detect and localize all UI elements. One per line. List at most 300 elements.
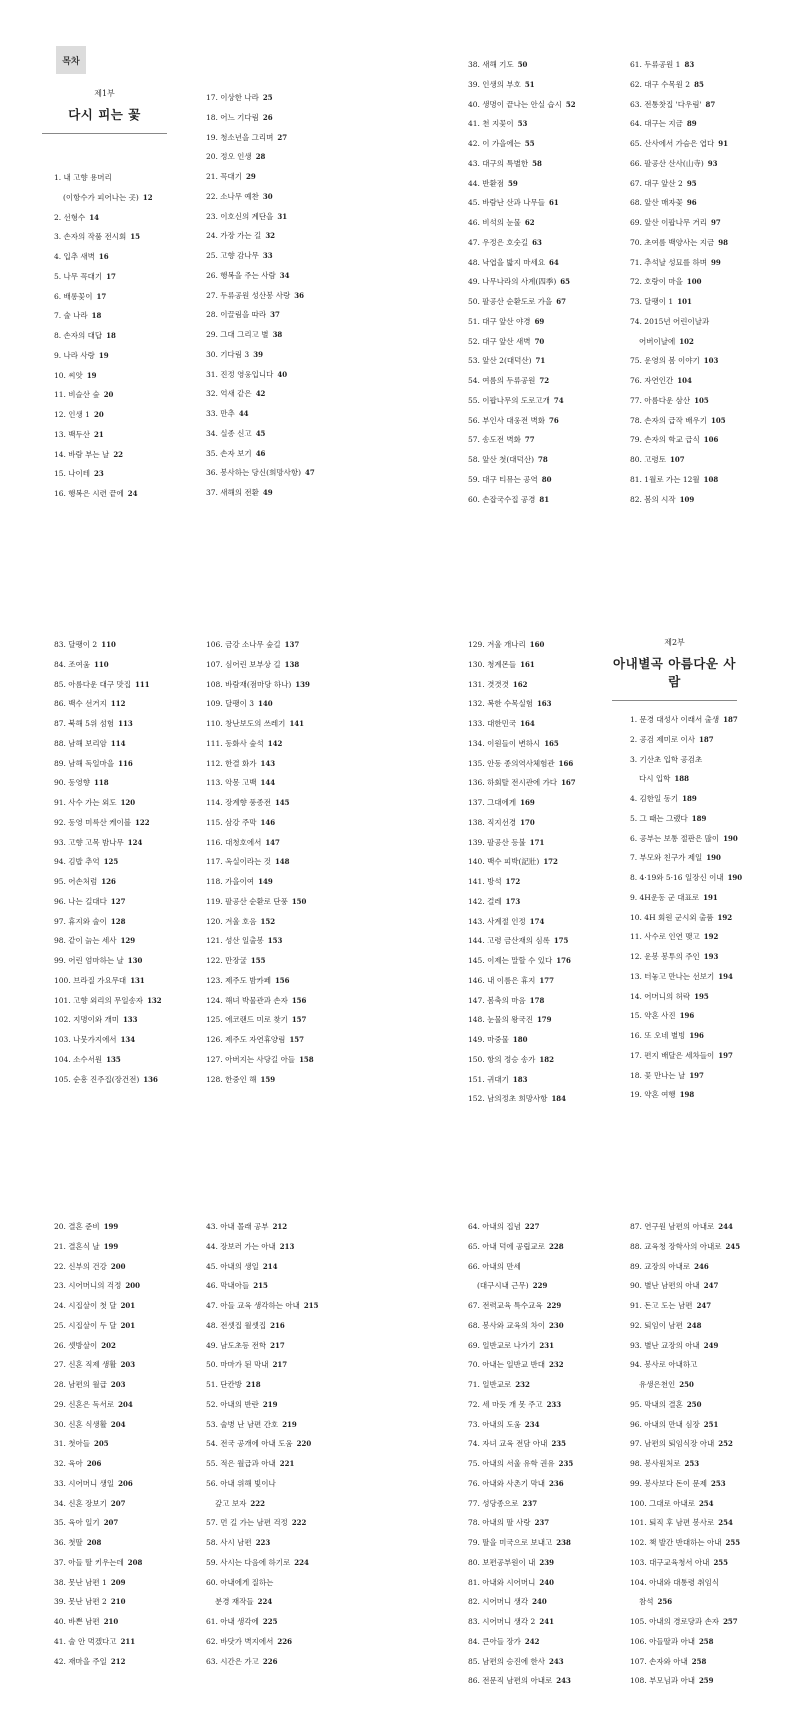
toc-page-number: 232 [549, 1360, 564, 1370]
toc-entry-title: 93. 고향 고목 밤나무 [54, 837, 124, 847]
toc-entry-title: 84. 조여움 [54, 659, 91, 669]
toc-entry-title: 68. 앞산 매자꽃 [630, 198, 683, 208]
toc-page-number: 44 [238, 409, 249, 418]
toc-entry-title: 79. 딸을 미국으로 보내고 [468, 1538, 553, 1547]
toc-page-number: 159 [260, 1074, 276, 1084]
toc-page-number: 70 [534, 336, 545, 346]
toc-page-number: 101 [677, 297, 692, 306]
part2-heading [612, 637, 737, 701]
toc-entry [630, 1066, 778, 1086]
toc-entry [630, 312, 778, 332]
toc-page-number: 93 [707, 158, 718, 168]
toc-page-number: 223 [255, 1538, 271, 1547]
toc-entry [206, 1612, 354, 1632]
toc-page-number: 77 [524, 435, 535, 445]
toc-entry-title: 143. 사계절 인정 [468, 916, 526, 926]
toc-page-number: 169 [520, 798, 535, 807]
toc-page-number: 172 [543, 857, 558, 867]
toc-page-number: 252 [718, 1439, 733, 1449]
toc-entry-title: 101. 고향 외리의 무일송자 [54, 995, 144, 1005]
toc-entry-title: 47. 우정은 호숫길 [468, 237, 529, 247]
toc-page-number: 53 [517, 119, 528, 129]
toc-entry [54, 892, 202, 912]
toc-entry [54, 754, 202, 774]
toc-entry-title: 54. 전국 공개에 아내 도움 [206, 1439, 293, 1449]
toc-entry [206, 444, 354, 464]
toc-entry [630, 213, 778, 233]
toc-page-number: 112 [110, 699, 126, 709]
toc-entry [54, 1494, 202, 1514]
toc-entry [630, 789, 778, 809]
toc-entry [468, 95, 616, 115]
toc-entry-title: 78. 아내의 딸 사랑 [468, 1518, 531, 1528]
toc-entry [630, 1395, 778, 1415]
toc-entry-title: 77. 성당종으로 [468, 1498, 519, 1508]
toc-entry [468, 971, 616, 991]
toc-entry-title: 90. 별난 남편의 아내 [630, 1281, 700, 1291]
toc-entry [54, 1070, 202, 1090]
toc-entry-title: 101. 퇴직 후 남편 봉사로 [630, 1518, 715, 1528]
toc-entry-title: 61. 두류공원 1 [630, 60, 681, 69]
toc-entry [54, 1592, 202, 1612]
toc-entry-title: 56. 아내 위해 빛이나 [206, 1478, 276, 1488]
toc-page-number: 46 [255, 448, 266, 458]
toc-entry-title: 59. 사시는 다음에 하기로 [206, 1557, 291, 1567]
toc-page-number: 152 [260, 916, 276, 926]
toc-page-number: 137 [284, 640, 300, 649]
toc-entry [630, 174, 778, 194]
toc-entry-title: 116. 대청호에서 [206, 837, 262, 847]
toc-entry-title: 104. 아내와 대통령 취임식 [630, 1577, 720, 1587]
toc-entry [54, 1573, 202, 1593]
toc-entry [468, 134, 616, 154]
toc-entry-title: 94. 봉사로 아내하고 [630, 1360, 698, 1370]
toc-entry-title: 6. 공부는 보통 절판은 많이 [630, 833, 720, 843]
toc-page-number: 217 [272, 1360, 288, 1370]
toc-page-number: 26 [262, 112, 273, 122]
part1-divider [42, 133, 167, 134]
toc-entry-title: 136. 하회탈 전시관에 가다 [468, 778, 558, 788]
toc-entry-title: 39. 인생의 부호 [468, 79, 521, 89]
toc-page-number: 171 [529, 837, 545, 847]
toc-entry [630, 134, 778, 154]
toc-page-number: 96 [686, 198, 697, 208]
toc-entry-title: 64. 아내의 집념 [468, 1222, 521, 1231]
toc-entry-title: 62. 대구 수목원 2 [630, 79, 691, 89]
toc-page-number: 124 [127, 837, 143, 847]
toc-page-number: 18 [106, 331, 116, 340]
toc-entry [54, 306, 202, 326]
toc-entry-title: 38. 새해 기도 [468, 60, 514, 69]
toc-entry [468, 734, 616, 754]
toc-entry-title: 34. 신혼 장보기 [54, 1498, 107, 1508]
toc-entry-title: 14. 어머니의 허락 [630, 991, 691, 1001]
toc-page-number: 45 [255, 428, 266, 438]
toc-entry [630, 1296, 778, 1316]
toc-entry-title: 109. 달팽이 3 [206, 699, 254, 709]
toc-entry [468, 1652, 616, 1672]
toc-entry-title: 16. 행복은 시련 끝에 [54, 489, 124, 498]
toc-entry [54, 1316, 202, 1336]
toc-entry-title: 27. 두류공원 성산봉 사랑 [206, 290, 291, 300]
toc-page-number: 125 [103, 857, 119, 867]
toc-entry-title: 115. 삼강 주막 [206, 817, 257, 827]
toc-entry-title: 49. 나무나라의 사계(四季) [468, 277, 557, 287]
toc-entry [468, 892, 616, 912]
toc-column [468, 635, 616, 1109]
toc-entry-title: 26. 행복을 주는 사람 [206, 270, 276, 280]
toc-entry-title: 60. 아내에게 질하는 [206, 1577, 274, 1587]
toc-entry [206, 793, 354, 813]
toc-entry [206, 734, 354, 754]
toc-page-number: 176 [556, 956, 571, 965]
toc-entry-title: 44. 장보러 가는 아내 [206, 1241, 276, 1251]
toc-page-number: 162 [512, 679, 528, 689]
toc-entry-title: 11. 사수로 인연 맺고 [630, 932, 700, 942]
toc-entry [630, 750, 778, 770]
toc-entry-title: 32. 억새 같은 [206, 389, 252, 399]
toc-entry [468, 833, 616, 853]
toc-entry-title: 6. 배롱꽃이 [54, 291, 93, 301]
toc-entry [206, 1296, 354, 1316]
toc-page-number: 192 [717, 912, 733, 922]
toc-entry [54, 1454, 202, 1474]
toc-entry-title: 68. 봉사와 교육의 차이 [468, 1320, 546, 1330]
toc-entry-title: 44. 반환점 [468, 178, 505, 188]
toc-entry [630, 1573, 778, 1593]
toc-entry [630, 1355, 778, 1375]
toc-page-number: 195 [694, 991, 709, 1001]
toc-entry [468, 1316, 616, 1336]
toc-page-number: 210 [110, 1597, 126, 1607]
toc-column [630, 1217, 778, 1691]
toc-entry [54, 287, 202, 307]
toc-entry [630, 233, 778, 253]
toc-entry-title: 79. 손자의 학교 급식 [630, 435, 700, 445]
toc-entry [54, 1276, 202, 1296]
toc-page-number: 114 [110, 738, 126, 748]
toc-entry-title: 57. 먼 길 가는 남편 걱정 [206, 1518, 288, 1528]
toc-page-number: 247 [703, 1281, 719, 1291]
toc-entry [468, 991, 616, 1011]
toc-entry [468, 655, 616, 675]
toc-page-number: 30 [262, 191, 273, 201]
toc-entry [630, 490, 778, 510]
toc-entry [206, 384, 354, 404]
toc-page-number: 153 [267, 936, 283, 946]
toc-entry-title: 15. 약혼 사진 [630, 1011, 676, 1021]
toc-page-number: 103 [703, 356, 719, 366]
toc-page-number: 212 [110, 1656, 126, 1666]
toc-entry-title: 82. 봄의 시작 [630, 494, 676, 504]
toc-entry [630, 114, 778, 134]
toc-entry [54, 635, 202, 655]
toc-entry-title: 86. 전문직 남편의 아내로 [468, 1676, 553, 1686]
toc-page-number: 61 [549, 198, 559, 208]
toc-entry-title: 97. 휴지와 술이 [54, 916, 107, 926]
toc-page-number: 129 [120, 936, 136, 946]
toc-entry-title: 89. 남해 독일마을 [54, 758, 115, 768]
toc-entry-title: 86. 백수 선거지 [54, 699, 107, 709]
toc-page-number: 34 [279, 270, 290, 280]
toc-page-number: 174 [529, 916, 545, 926]
toc-entry [206, 345, 354, 365]
toc-page-number: 244 [718, 1222, 733, 1231]
toc-entry [468, 635, 616, 655]
toc-entry-title: 65. 산사에서 가슴은 엽다 [630, 139, 715, 148]
toc-entry [54, 813, 202, 833]
toc-entry-title: 147. 봄축의 마음 [468, 995, 526, 1005]
toc-entry [630, 888, 778, 908]
toc-entry-title: 76. 자연인간 [630, 376, 674, 385]
toc-page-number: 222 [250, 1498, 265, 1508]
toc-page-number: 100 [686, 277, 702, 287]
toc-page-number: 194 [718, 971, 733, 981]
toc-entry [468, 1296, 616, 1316]
toc-page-number: 197 [689, 1070, 704, 1080]
toc-entry [206, 635, 354, 655]
toc-page-number: 208 [127, 1557, 143, 1567]
toc-page-number: 197 [718, 1050, 733, 1060]
toc-page-number: 28 [255, 152, 266, 162]
toc-entry-title: 8. 손자의 대답 [54, 331, 103, 340]
toc-entry-title: 96. 아내의 만내 심장 [630, 1419, 700, 1429]
toc-entry [468, 174, 616, 194]
toc-entry [54, 1296, 202, 1316]
part2-label: 제2부 [664, 638, 685, 647]
toc-page-number: 138 [284, 659, 300, 669]
toc-page-number: 20 [93, 410, 104, 419]
toc-entry [54, 734, 202, 754]
toc-entry [54, 1434, 202, 1454]
toc-page-number: 158 [299, 1054, 314, 1064]
toc-entry-title: 118. 가을이여 [206, 877, 255, 886]
toc-entry [468, 312, 616, 332]
toc-entry [630, 371, 778, 391]
toc-page-number: 22 [113, 449, 124, 459]
toc-page-number: 51 [524, 79, 535, 89]
toc-entry-title: 62. 바닷가 벽지에서 [206, 1636, 274, 1646]
toc-entry-title: 71. 추석날 성묘를 하며 [630, 257, 708, 267]
toc-page-number: 189 [682, 794, 697, 803]
toc-entry [630, 1217, 778, 1237]
toc-entry-title: 51. 단칸방 [206, 1380, 243, 1389]
toc-page-number: 217 [270, 1340, 285, 1350]
toc-entry [630, 1632, 778, 1652]
toc-page-number: 33 [262, 251, 273, 260]
toc-page-number: 17 [106, 271, 116, 281]
toc-entry-title: 67. 대구 앞산 2 [630, 178, 683, 188]
toc-entry-title: 69. 앞산 이팝나무 거리 [630, 218, 708, 227]
toc-page-number: 109 [679, 494, 695, 504]
toc-page-number: 155 [250, 956, 266, 965]
toc-entry-title: 114. 장계향 풍종전 [206, 798, 271, 807]
toc-page-number: 14 [89, 212, 100, 222]
toc-page-number: 146 [260, 817, 276, 827]
toc-entry-title: 3. 손자의 작품 전시회 [54, 232, 127, 242]
toc-entry-title: 132. 복한 수목실험 [468, 699, 533, 709]
toc-entry-title: 분경 재작들 [215, 1597, 254, 1607]
toc-page-number: 196 [679, 1011, 695, 1021]
toc-entry [630, 1652, 778, 1672]
toc-page-number: 178 [529, 995, 545, 1005]
toc-entry-title: 40. 생명이 끝나는 안실 습시 [468, 99, 562, 109]
toc-entry [206, 187, 354, 207]
toc-entry [468, 1355, 616, 1375]
toc-page-number: 240 [532, 1597, 547, 1607]
toc-page-number: 184 [551, 1094, 567, 1104]
toc-entry-title: 94. 김밥 추억 [54, 857, 100, 867]
toc-entry-title: 1. 문경 대성사 이래서 출생 [630, 715, 720, 724]
toc-entry-title: 66. 아내의 만세 [468, 1261, 521, 1271]
toc-entry [206, 1415, 354, 1435]
toc-entry [54, 247, 202, 267]
toc-entry [54, 1652, 202, 1672]
toc-page-number: 160 [529, 640, 545, 649]
toc-page-number: 173 [505, 896, 521, 906]
toc-entry-title: 72. 호랑이 마을 [630, 277, 683, 287]
toc-entry-title: 95. 막내의 결혼 [630, 1399, 683, 1409]
toc-entry [468, 292, 616, 312]
toc-page-number: 205 [94, 1439, 109, 1449]
toc-entry [206, 1632, 354, 1652]
toc-entry [54, 833, 202, 853]
toc-page-number: 55 [524, 139, 535, 148]
toc-page-number: 243 [556, 1676, 571, 1686]
toc-entry-title: 51. 대구 앞산 야경 [468, 316, 531, 326]
toc-entry [468, 1089, 616, 1109]
toc-entry [630, 987, 778, 1007]
toc-entry [206, 1355, 354, 1375]
toc-entry-title: 117. 옥실이라는 것 [206, 857, 271, 867]
toc-page-number: 199 [103, 1222, 119, 1231]
toc-page-number: 12 [142, 192, 153, 202]
toc-entry [54, 1217, 202, 1237]
toc-entry [630, 1494, 778, 1514]
toc-entry [54, 1237, 202, 1257]
toc-page-number: 38 [272, 330, 283, 339]
toc-entry-title: 144. 고령 금산재의 심록 [468, 936, 550, 946]
toc-entry [468, 754, 616, 774]
toc-entry [630, 1085, 778, 1105]
toc-entry [630, 75, 778, 95]
toc-entry-title: 60. 손잡국수집 공경 [468, 494, 536, 504]
toc-entry-title: 91. 사수 가는 외도 [54, 798, 117, 807]
toc-entry-title: 85. 아름다운 대구 맛집 [54, 679, 132, 689]
toc-page-number: 254 [718, 1518, 733, 1528]
toc-page-number: 102 [679, 336, 694, 346]
toc-entry-title: 73. 아내의 도움 [468, 1419, 521, 1429]
toc-entry [630, 430, 778, 450]
toc-entry [630, 829, 778, 849]
toc-entry [54, 464, 202, 484]
toc-entry-title: 108. 바람재(점마당 하나) [206, 679, 292, 689]
toc-entry-title: 107. 심어린 보부상 길 [206, 659, 281, 669]
toc-entry [630, 1592, 778, 1612]
toc-page-number: 225 [262, 1617, 278, 1626]
toc-entry-title: 66. 팔공산 산사(山寺) [630, 158, 704, 168]
toc-entry [206, 483, 354, 503]
toc-column [206, 1217, 354, 1671]
toc-entry [206, 1573, 354, 1593]
toc-page-number: 91 [718, 139, 729, 148]
toc-entry-title: 47. 아들 교육 생각하는 아내 [206, 1301, 300, 1310]
toc-entry [206, 266, 354, 286]
toc-entry [630, 809, 778, 829]
toc-entry [54, 445, 202, 465]
toc-entry [468, 1336, 616, 1356]
toc-entry-title: 3. 기산초 입학 공검초 [630, 754, 703, 764]
toc-page-number: 21 [94, 429, 104, 439]
toc-entry [468, 694, 616, 714]
toc-entry-title: 88. 남해 보리암 [54, 738, 107, 748]
toc-page-number: 242 [524, 1636, 540, 1646]
toc-page-number: 106 [703, 435, 719, 445]
toc-page-number: 110 [94, 659, 109, 669]
toc-entry [630, 908, 778, 928]
toc-entry-title: 23. 이호신의 계단을 [206, 211, 274, 221]
toc-entry [206, 207, 354, 227]
toc-entry-title: 45. 바람난 산과 나무들 [468, 198, 546, 208]
toc-entry [468, 470, 616, 490]
toc-entry [468, 1671, 616, 1691]
toc-entry [206, 1010, 354, 1030]
toc-page-number: 220 [296, 1439, 312, 1449]
toc-page-number: 80 [541, 474, 552, 484]
toc-page-number: 245 [725, 1241, 741, 1251]
toc-entry [630, 1257, 778, 1277]
toc-page-number: 108 [703, 474, 719, 484]
toc-column [206, 88, 354, 503]
toc-entry [630, 1276, 778, 1296]
toc-column [630, 710, 778, 1105]
toc-entry [468, 1474, 616, 1494]
toc-entry-title: 7. 부모와 친구가 제일 [630, 853, 703, 863]
toc-entry-title: 122. 만장굴 [206, 956, 247, 965]
toc-page-number: 198 [679, 1090, 695, 1100]
toc-entry-title: 18. 어느 기다림 [206, 112, 259, 122]
toc-entry-title: 2. 선형수 [54, 212, 86, 222]
toc-page-number: 128 [110, 916, 126, 926]
toc-page-number: 132 [147, 995, 162, 1005]
toc-entry [468, 852, 616, 872]
toc-entry-title: 69. 일반교로 나가기 [468, 1340, 536, 1350]
toc-page-number: 157 [289, 1035, 305, 1044]
toc-page-number: 78 [538, 455, 548, 464]
toc-entry-title: 29. 그대 그리고 별 [206, 330, 269, 339]
toc-entry [468, 1010, 616, 1030]
toc-entry [206, 404, 354, 424]
toc-entry-title: 131. 겻겻겻 [468, 679, 509, 689]
toc-entry-title: 81. 1월로 가는 12월 [630, 474, 700, 484]
toc-entry [54, 991, 202, 1011]
toc-entry-title: 152. 남의정초 희망사항 [468, 1094, 548, 1104]
toc-entry [206, 1533, 354, 1553]
toc-entry-title: 16. 또 오네 별빙 [630, 1031, 686, 1040]
toc-entry [206, 246, 354, 266]
toc-entry [206, 971, 354, 991]
toc-page-number: 72 [539, 376, 550, 385]
part1-title: 다시 피는 꽃 [68, 107, 141, 122]
toc-entry [54, 773, 202, 793]
toc-entry [206, 108, 354, 128]
toc-entry-title: 92. 동영 미륵산 케이블 [54, 817, 132, 827]
toc-entry-title: 90. 동영향 [54, 778, 91, 788]
toc-entry-title: 126. 제주도 자연휴양림 [206, 1035, 286, 1044]
toc-page-number: 49 [262, 488, 273, 497]
toc-entry-title: 5. 그 때는 그랬다 [630, 813, 688, 823]
toc-page-number: 250 [679, 1380, 694, 1389]
